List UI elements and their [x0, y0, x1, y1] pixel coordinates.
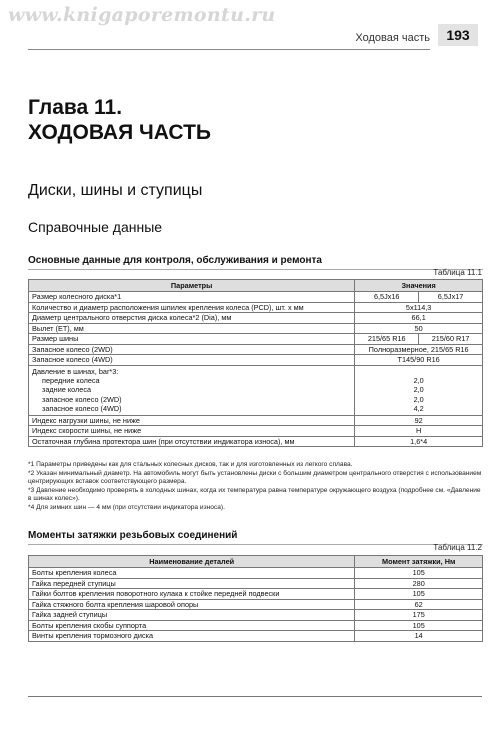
table-cell: 105	[355, 568, 483, 579]
table-cell: Болты крепления скобы суппорта	[29, 620, 355, 631]
header-rule	[28, 49, 430, 50]
pressure-value: 2,0	[413, 375, 424, 385]
table-cell: Запасное колесо (2WD)	[29, 344, 355, 355]
table-row	[29, 334, 483, 345]
table-row	[29, 578, 483, 589]
pressure-label: Давление в шинах, bar*3:	[32, 366, 119, 376]
table-cell: 50	[355, 323, 483, 334]
pressure-value: 2,0	[413, 394, 424, 404]
table1-col-params: Параметры	[29, 280, 355, 292]
table-row	[29, 313, 483, 324]
table-row	[29, 302, 483, 313]
table1-header-row	[29, 280, 483, 292]
page-number: 193	[438, 24, 478, 46]
table-row	[29, 355, 483, 366]
table-row	[29, 610, 483, 621]
table-cell: T145/90 R16	[355, 355, 483, 366]
table-cell: Индекс скорости шины, не ниже	[29, 426, 355, 437]
table-cell: Размер шины	[29, 334, 355, 345]
table-cell: Диаметр центрального отверстия диска колеса*2 (Dia), мм	[29, 313, 355, 324]
subsection-title: Справочные данные	[28, 219, 163, 235]
table2-heading-rule	[28, 544, 483, 545]
table-cell	[355, 365, 483, 415]
table-cell: Количество и диаметр расположения шпилек крепления колеса (PCD), шт. x мм	[29, 302, 355, 313]
pressure-sub-label: передние колеса	[42, 375, 100, 385]
table-cell: 66,1	[355, 313, 483, 324]
table-row	[29, 344, 483, 355]
table2-header-row	[29, 556, 483, 568]
section-title: Диски, шины и ступицы	[28, 182, 203, 199]
table2-label: Таблица 11.2	[433, 543, 482, 552]
footnote: *2 Указан минимальный диаметр. На автомобиль могут быть установлены диски с большим диаметром центрального отверстия с использованием центрирующих вставок соответствующего размера.	[28, 469, 482, 486]
bottom-rule	[28, 696, 482, 697]
table-row	[29, 589, 483, 600]
table-cell: 280	[355, 578, 483, 589]
footnote: *3 Давление необходимо проверять в холодных шинах, когда их температура равна температуре окружающего воздуха (подробнее см. «Давление в шинах колес»).	[28, 486, 481, 503]
watermark: www.knigaporemontu.ru	[8, 4, 276, 26]
table-cell: 5x114,3	[355, 302, 483, 313]
table-cell: 6,5Jx17	[419, 292, 483, 303]
table-cell: Винты крепления тормозного диска	[29, 631, 355, 642]
table-row	[29, 292, 483, 303]
table2-heading: Моменты затяжки резьбовых соединений	[28, 530, 238, 541]
table-row	[29, 323, 483, 334]
chapter-number: Глава 11.	[28, 96, 123, 119]
table1-label: Таблица 11.1	[433, 268, 482, 277]
table-cell: 215/60 R17	[419, 334, 483, 345]
table2	[28, 555, 483, 642]
table-row	[29, 620, 483, 631]
table1-heading: Основные данные для контроля, обслуживания и ремонта	[28, 255, 322, 266]
table-cell: 62	[355, 599, 483, 610]
table-row	[29, 436, 483, 447]
table-cell: Гайки болтов крепления поворотного кулака к стойке передней подвески	[29, 589, 355, 600]
table-cell: Вылет (ET), мм	[29, 323, 355, 334]
running-header	[0, 22, 500, 50]
table-cell: Размер колесного диска*1	[29, 292, 355, 303]
table-cell: Запасное колесо (4WD)	[29, 355, 355, 366]
table2-col-torque: Момент затяжки, Нм	[355, 556, 483, 568]
table-cell: H	[355, 426, 483, 437]
chapter-title: ХОДОВАЯ ЧАСТЬ	[28, 121, 211, 144]
table-row	[29, 415, 483, 426]
table-row	[29, 568, 483, 579]
table1-footnotes	[28, 461, 483, 513]
table-cell: Индекс нагрузки шины, не ниже	[29, 415, 355, 426]
table1-heading-rule	[28, 269, 483, 270]
pressure-sub-label: запасное колесо (4WD)	[42, 404, 122, 414]
pressure-value: 4,2	[413, 404, 424, 414]
table-cell: 175	[355, 610, 483, 621]
pressure-sub-label: задние колеса	[42, 385, 92, 395]
table-cell: Остаточная глубина протектора шин (при отсутствии индикатора износа), мм	[29, 436, 355, 447]
footnote: *4 Для зимних шин — 4 мм (при отсутствии индикатора износа).	[28, 503, 225, 511]
table-cell	[29, 365, 355, 415]
pressure-value: 2,0	[413, 385, 424, 395]
footnote: *1 Параметры приведены как для стальных колесных дисков, так и для изготовленных из легкого сплава.	[28, 461, 353, 468]
table1-col-values: Значения	[355, 280, 483, 292]
table-cell: Гайка задней ступицы	[29, 610, 355, 621]
table-row	[29, 631, 483, 642]
table-cell: Гайка стяжного болта крепления шаровой опоры	[29, 599, 355, 610]
table1	[28, 279, 483, 447]
table-cell: Полноразмерное, 215/65 R16	[355, 344, 483, 355]
table-cell: Болты крепления колеса	[29, 568, 355, 579]
table-cell: 1,6*4	[355, 436, 483, 447]
pressure-sub-label: запасное колесо (2WD)	[42, 394, 122, 404]
header-section-name: Ходовая часть	[355, 32, 430, 44]
table-cell: 215/65 R16	[355, 334, 419, 345]
table-cell: 105	[355, 620, 483, 631]
chapter-heading	[28, 95, 211, 145]
table-cell: 92	[355, 415, 483, 426]
table-row	[29, 599, 483, 610]
table-cell: Гайка передней ступицы	[29, 578, 355, 589]
table-row	[29, 365, 483, 415]
table2-col-name: Наименование деталей	[29, 556, 355, 568]
table-cell: 6,5Jx16	[355, 292, 419, 303]
table-cell: 14	[355, 631, 483, 642]
table-row	[29, 426, 483, 437]
table-cell: 105	[355, 589, 483, 600]
